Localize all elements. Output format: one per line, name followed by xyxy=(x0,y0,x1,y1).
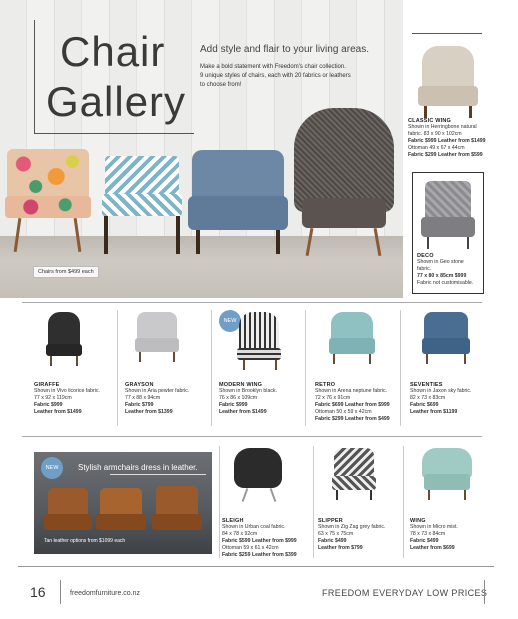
product-price: Fabric $259 Leather from $399 xyxy=(222,552,297,558)
product-detail: Shown in Aria pewter fabric. xyxy=(125,388,190,394)
product-price: Fabric $599 Leather from $999 xyxy=(222,538,297,544)
page-number: 16 xyxy=(30,584,46,600)
product-name: WING xyxy=(410,518,426,524)
footer-url: freedomfurniture.co.nz xyxy=(70,590,141,597)
product-detail: Shown in Micro mist. xyxy=(410,524,458,530)
product-price: Fabric $999 xyxy=(219,402,248,408)
product-price: Leather from $699 xyxy=(410,545,455,551)
product-detail: fabric. 83 x 90 x 102cm xyxy=(408,131,462,137)
product-price: Leather from $1399 xyxy=(125,409,173,415)
product-detail: 72 x 76 x 91cm xyxy=(315,395,351,401)
column-divider xyxy=(219,446,220,558)
deco-image xyxy=(417,177,479,253)
product-detail: 78 x 73 x 84cm xyxy=(410,531,446,537)
leather-chair xyxy=(156,486,198,516)
modern-wing-image xyxy=(219,308,305,374)
hero-subtext: Make a bold statement with Freedom's chair collection. 9 unique styles of chairs, each with 20 fabrics or leathers to choose from! xyxy=(200,64,351,88)
product-detail: 77 x 92 x 119cm xyxy=(34,395,72,401)
product-detail: Ottoman 50 x 59 x 42cm xyxy=(315,409,372,415)
product-price: Fabric $999 Leather from $1499 xyxy=(408,138,486,144)
column-divider xyxy=(211,310,212,426)
new-badge: NEW xyxy=(41,457,63,479)
product-detail: Shown in Arena neptune fabric. xyxy=(315,388,388,394)
product-wing xyxy=(410,444,496,552)
product-detail: Shown in Jaxon sky fabric. xyxy=(410,388,472,394)
price-tag: Chairs from $499 each xyxy=(33,266,99,278)
product-price: Leather from $799 xyxy=(318,545,363,551)
banner-price-tag: Tan leather options from $1099 each xyxy=(44,538,126,544)
product-price: Fabric $699 xyxy=(410,402,439,408)
product-name: SLEIGH xyxy=(222,518,244,524)
product-price: Leather from $1199 xyxy=(410,409,458,415)
retro-image xyxy=(315,308,401,374)
product-name: GIRAFFE xyxy=(34,382,60,388)
hero-headline: Add style and flair to your living areas. xyxy=(200,44,369,55)
sidebar-rule xyxy=(412,33,482,34)
footer-divider xyxy=(60,580,61,604)
product-name: DECO xyxy=(417,253,434,259)
classic-wing-image xyxy=(408,42,488,118)
product-retro xyxy=(315,308,401,423)
product-name: GRAYSON xyxy=(125,382,154,388)
grayson-image xyxy=(125,308,211,374)
product-detail: 82 x 73 x 83cm xyxy=(410,395,446,401)
product-price: Leather from $1499 xyxy=(34,409,82,415)
product-name: RETRO xyxy=(315,382,336,388)
product-name: SEVENTIES xyxy=(410,382,443,388)
giraffe-image xyxy=(34,308,120,374)
column-divider xyxy=(313,446,314,558)
product-name: CLASSIC WING xyxy=(408,118,452,124)
banner-rule xyxy=(110,474,206,475)
sleigh-image xyxy=(222,444,308,510)
product-price: Leather from $1499 xyxy=(219,409,267,415)
product-detail: Shown in Herringbone natural xyxy=(408,124,477,130)
product-detail: Shown in Geo stone fabric. xyxy=(417,259,464,272)
product-detail: 77 x 88 x 94cm xyxy=(125,395,161,401)
classic-wing-card xyxy=(408,42,488,159)
product-detail: Ottoman 49 x 67 x 44cm xyxy=(408,145,465,151)
product-price: 77 x 80 x 85cm $999 xyxy=(417,273,467,279)
page-title-line1: Chair xyxy=(60,28,166,75)
product-seventies xyxy=(410,308,496,416)
product-giraffe xyxy=(34,308,120,416)
product-sleigh xyxy=(222,444,308,559)
product-price: Fabric $799 xyxy=(125,402,154,408)
wing-image xyxy=(410,444,496,510)
footer-rule xyxy=(18,566,494,567)
product-price: Fabric $299 Leather from $499 xyxy=(315,416,390,422)
product-price: Fabric $999 xyxy=(34,402,63,408)
product-detail: Ottoman 59 x 61 x 42cm xyxy=(222,545,279,551)
product-price: Fabric $699 Leather from $999 xyxy=(315,402,390,408)
product-modern-wing xyxy=(219,308,305,416)
product-detail: 63 x 75 x 75cm xyxy=(318,531,354,537)
footer-slogan: FREEDOM EVERYDAY LOW PRICES xyxy=(322,588,488,598)
deco-card xyxy=(412,172,484,294)
hero-image xyxy=(0,0,403,298)
slipper-image xyxy=(318,444,404,510)
product-name: MODERN WING xyxy=(219,382,263,388)
product-detail: Shown in Urban coal fabric. xyxy=(222,524,286,530)
banner-headline: Stylish armchairs dress in leather. xyxy=(78,463,198,472)
row-divider xyxy=(22,302,482,303)
product-price: Fabric $299 Leather from $599 xyxy=(408,152,483,158)
row-divider xyxy=(22,436,482,437)
seventies-image xyxy=(410,308,496,374)
product-detail: Shown in Brooklyn black. xyxy=(219,388,277,394)
footer-divider xyxy=(484,580,485,604)
product-detail: 76 x 86 x 109cm xyxy=(219,395,258,401)
product-detail: Fabric not customisable. xyxy=(417,280,474,286)
product-price: Fabric $499 xyxy=(318,538,347,544)
new-badge: NEW xyxy=(219,310,241,332)
product-detail: Shown in Vivo licorice fabric. xyxy=(34,388,100,394)
page-title-line2: Gallery xyxy=(46,78,187,125)
column-divider xyxy=(305,310,306,426)
product-price: Fabric $499 xyxy=(410,538,439,544)
product-grayson xyxy=(125,308,211,416)
product-detail: Shown in Zig Zag grey fabric. xyxy=(318,524,386,530)
product-slipper xyxy=(318,444,404,552)
product-detail: 84 x 78 x 92cm xyxy=(222,531,258,537)
product-name: SLIPPER xyxy=(318,518,343,524)
leather-banner xyxy=(34,452,212,554)
